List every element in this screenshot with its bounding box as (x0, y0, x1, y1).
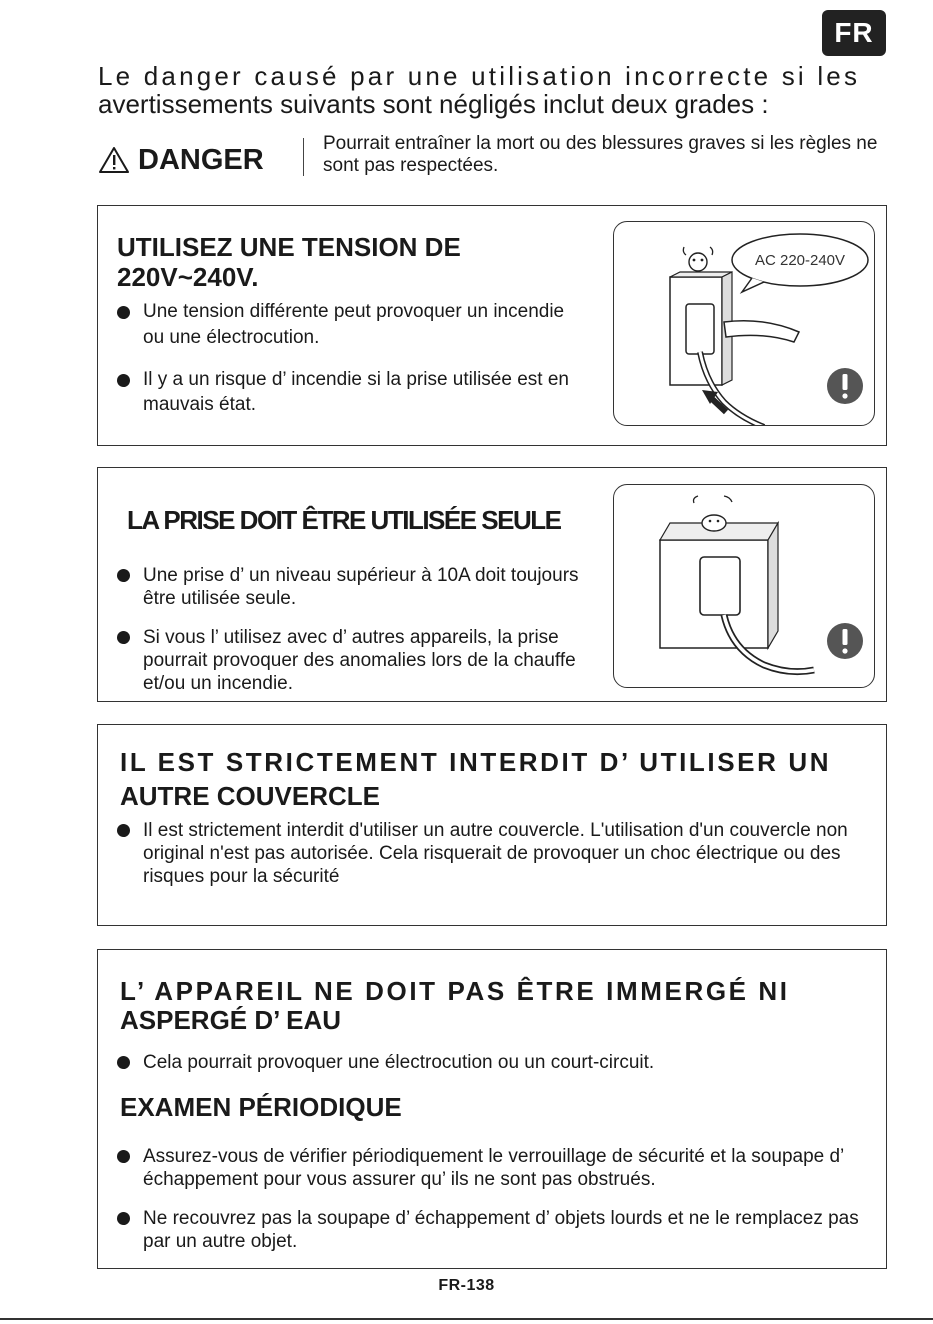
warning-triangle-icon (98, 146, 130, 174)
danger-divider (303, 138, 304, 176)
voltage-illustration (613, 221, 875, 426)
bullet-dot (117, 824, 130, 837)
voltage-bullet-2: Il y a un risque d’ incendie si la prise utilisée est en mauvais état. (117, 369, 587, 417)
intro-text (98, 62, 888, 118)
lid-title-line-1: IL EST STRICTEMENT INTERDIT D’ UTILISER UN (120, 747, 832, 777)
voltage-title-line-1: UTILISEZ UNE TENSION DE (117, 232, 461, 262)
socket-bullet-1: Une prise d’ un niveau supérieur à 10A doit toujours être utilisée seule. (117, 564, 597, 610)
bullet-dot (117, 631, 130, 644)
bullet-dot (117, 1212, 130, 1225)
danger-description: Pourrait entraîner la mort ou des blessures graves si les règles ne sont pas respectées. (323, 133, 878, 176)
language-badge: FR (822, 10, 886, 56)
plug-socket-illustration (614, 222, 875, 426)
bullet-dot (117, 374, 130, 387)
danger-label: DANGER (138, 143, 264, 176)
bullet-dot (117, 306, 130, 319)
voltage-bubble-text: AC 220-240V (754, 252, 846, 269)
socket-title: LA PRISE DOIT ÊTRE UTILISÉE SEULE (127, 505, 561, 535)
bullet-dot (117, 1056, 130, 1069)
intro-line-2: avertissements suivants sont négligés inclut deux grades : (98, 89, 769, 119)
water-title-line-1: L’ APPAREIL NE DOIT PAS ÊTRE IMMERGÉ NI (120, 976, 790, 1006)
water-title-line-2: ASPERGÉ D’ EAU (120, 1005, 342, 1035)
intro-line-1: Le danger causé par une utilisation incorrecte si les (98, 61, 861, 91)
bullet-dot (117, 569, 130, 582)
water-bullet-1: Cela pourrait provoquer une électrocution ou un court-circuit. (117, 1051, 859, 1074)
exam-bullet-1: Assurez-vous de vérifier périodiquement le verrouillage de sécurité et la soupape d’ échappement pour vous assurer qu’ ils ne sont pas obstrués. (117, 1145, 859, 1191)
socket-bullet-2: Si vous l’ utilisez avec d’ autres appareils, la prise pourrait provoquer des anomalies lors de la chauffe et/ou un incendie. (117, 626, 597, 695)
page-number: FR-138 (438, 1277, 495, 1294)
voltage-title-line-2: 220V~240V. (117, 262, 259, 292)
lid-title-line-2: AUTRE COUVERCLE (120, 781, 381, 811)
single-plug-illustration (614, 485, 875, 688)
voltage-bullet-1: Une tension différente peut provoquer un incendie ou une électrocution. (117, 301, 587, 351)
socket-illustration (613, 484, 875, 688)
lid-bullet-1: Il est strictement interdit d'utiliser un autre couvercle. L'utilisation d'un couvercle non original n'est pas autorisée. Cela risquerait de provoquer un choc électrique ou des risques pour la sécurité (117, 819, 859, 888)
bullet-dot (117, 1150, 130, 1163)
bottom-rule (0, 1318, 933, 1320)
exam-bullet-2: Ne recouvrez pas la soupape d’ échappement d’ objets lourds et ne le remplacez pas par un autre objet. (117, 1207, 859, 1253)
exam-title: EXAMEN PÉRIODIQUE (120, 1092, 402, 1122)
danger-heading (98, 140, 264, 180)
